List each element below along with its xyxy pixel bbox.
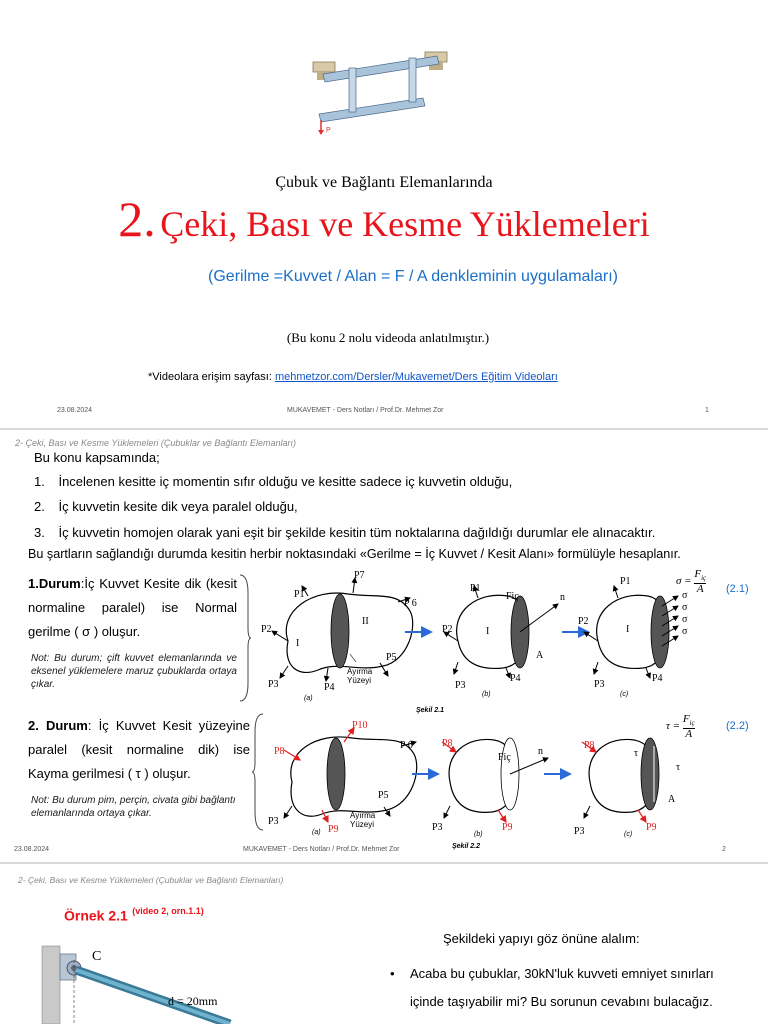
svg-text:P2: P2	[442, 624, 453, 635]
access-line	[148, 371, 558, 383]
body-b	[444, 586, 558, 678]
case1-brace	[238, 573, 252, 703]
svg-text:σ: σ	[682, 590, 688, 601]
footer-center: MUKAVEMET - Ders Notları / Prof.Dr. Mehmet Zor	[243, 846, 400, 853]
footer-date: 23.08.2024	[14, 846, 50, 853]
svg-text:Ayırma: Ayırma	[347, 667, 373, 676]
example-figure	[40, 940, 240, 1024]
svg-text:Yüzeyi: Yüzeyi	[347, 676, 372, 685]
svg-text:P3: P3	[268, 679, 279, 690]
page2-header: 2- Çeki, Bası ve Kesme Yüklemeleri (Çubuklar ve Bağlantı Elemanları)	[15, 438, 296, 448]
page-separator	[0, 862, 768, 864]
svg-text:I: I	[486, 626, 490, 637]
svg-text:I: I	[296, 638, 300, 649]
load-label: P	[326, 127, 331, 134]
footer-page: 2	[722, 846, 726, 853]
svg-text:P7: P7	[354, 570, 365, 581]
svg-text:P2: P2	[578, 616, 589, 627]
figure-label-d: d = 20mm	[168, 994, 218, 1008]
chapter-number: 2.	[118, 191, 156, 247]
svg-text:P2: P2	[261, 624, 272, 635]
svg-text:P3: P3	[574, 826, 585, 837]
page1-title	[0, 190, 768, 248]
svg-text:P3: P3	[594, 679, 605, 690]
bullet-text: Acaba bu çubuklar, 30kN'luk kuvveti emniyet sınırları içinde taşıyabilir mi? Bu sorunun cevabını bulacağız.	[410, 966, 714, 1009]
svg-text:P4: P4	[324, 682, 335, 693]
example-ref: (video 2, orn.1.1)	[132, 906, 204, 916]
svg-text:Fiç: Fiç	[506, 591, 519, 602]
fig-2-1-caption: Şekil 2.1	[416, 707, 445, 714]
list-item: 2. İç kuvvetin kesite dik veya paralel olduğu,	[34, 499, 298, 514]
eq-num-2-1: (2.1)	[726, 583, 749, 595]
svg-text:τ: τ	[634, 748, 639, 759]
svg-text:P4: P4	[510, 673, 521, 684]
svg-text:Fiç: Fiç	[498, 752, 511, 763]
chapter-title: Çeki, Bası ve Kesme Yüklemeleri	[160, 204, 650, 244]
svg-text:Ayırma: Ayırma	[350, 811, 376, 820]
svg-text:Yüzeyi: Yüzeyi	[350, 820, 375, 829]
case1-head: 1.Durum	[28, 576, 81, 591]
svg-text:P5: P5	[386, 652, 397, 663]
footer-center: MUKAVEMET - Ders Notları / Prof.Dr. Mehmet Zor	[287, 407, 444, 414]
svg-text:(b): (b)	[474, 831, 483, 838]
case2-text	[28, 714, 250, 786]
svg-text:A: A	[668, 794, 676, 805]
figure-label-c: C	[92, 949, 102, 964]
svg-text:(a): (a)	[304, 695, 313, 702]
svg-text:σ: σ	[682, 626, 688, 637]
footer-date: 23.08.2024	[57, 407, 93, 414]
access-label: *Videolara erişim sayfası:	[148, 371, 272, 383]
svg-text:A: A	[536, 650, 544, 661]
case1-body: :İç Kuvvet Kesite dik (kesit normaline paralel) ise Normal gerilme ( σ ) oluşur.	[28, 576, 237, 639]
svg-text:P 6: P 6	[400, 740, 413, 751]
svg-text:P3: P3	[432, 822, 443, 833]
linkage-figure	[305, 40, 455, 140]
svg-text:P1: P1	[620, 576, 631, 587]
formula-note: (Gerilme =Kuvvet / Alan = F / A denkleminin uygulamaları)	[208, 268, 618, 285]
formula-2-1: σ = $F_{iç}$ A	[676, 568, 707, 596]
left-link	[349, 68, 356, 112]
svg-text:P1: P1	[470, 583, 481, 594]
fig-2-2-caption: Şekil 2.2	[452, 843, 481, 850]
svg-text:P3: P3	[455, 680, 466, 691]
svg-text:n: n	[538, 746, 543, 757]
page1-subtitle: Çubuk ve Bağlantı Elemanlarında	[275, 174, 493, 191]
svg-text:I: I	[626, 624, 630, 635]
video-note: (Bu konu 2 nolu videoda anlatılmıştır.)	[286, 330, 490, 345]
svg-text:σ: σ	[682, 602, 688, 613]
svg-text:P 6: P 6	[404, 598, 417, 609]
example-title	[64, 906, 204, 925]
upper-bar	[323, 56, 439, 82]
svg-text:n: n	[560, 592, 565, 603]
bullet-icon: •	[390, 966, 395, 981]
svg-text:(c): (c)	[620, 691, 629, 698]
list-item: 3. İç kuvvetin homojen olarak yani eşit bir şekilde kesitin tüm noktalarına dağıldığı durumlar ele alınacaktır.	[34, 525, 656, 540]
svg-text:P8: P8	[442, 738, 453, 749]
page3-header: 2- Çeki, Bası ve Kesme Yüklemeleri (Çubuklar ve Bağlantı Elemanları)	[18, 875, 284, 885]
svg-text:P8: P8	[584, 740, 595, 751]
svg-text:P9: P9	[502, 822, 513, 833]
example-label: Örnek 2.1	[64, 907, 128, 924]
svg-text:P10: P10	[352, 720, 368, 731]
svg-text:τ: τ	[676, 762, 681, 773]
case2-head: 2. Durum	[28, 718, 88, 733]
condition-text: Bu şartların sağlandığı durumda kesitin herbir noktasındaki «Gerilme = İç Kuvvet / Kesit Alanı» formülüyle hesaplanır.	[28, 547, 681, 561]
page2-intro: Bu konu kapsamında;	[34, 450, 160, 465]
svg-text:P9: P9	[646, 822, 657, 833]
formula-2-2: τ = $F_{iç}$ A	[666, 713, 695, 741]
body-c	[584, 586, 678, 678]
svg-text:P1: P1	[294, 589, 305, 600]
eq-num-2-2: (2.2)	[726, 720, 749, 732]
svg-text:P5: P5	[378, 790, 389, 801]
svg-text:P3: P3	[268, 816, 279, 827]
svg-text:P4: P4	[652, 673, 663, 684]
svg-text:II: II	[362, 616, 369, 627]
access-link[interactable]: mehmetzor.com/Dersler/Mukavemet/Ders Eğitim Videoları	[274, 371, 558, 383]
example-bullet	[390, 960, 750, 1016]
right-link	[409, 58, 416, 102]
svg-text:P9: P9	[328, 824, 339, 835]
example-lead: Şekildeki yapıyı göz önüne alalım:	[443, 931, 640, 946]
footer-page: 1	[705, 407, 709, 414]
svg-text:(c): (c)	[624, 831, 633, 838]
case2-note: Not: Bu durum pim, perçin, civata gibi bağlantı elemanlarında ortaya çıkar.	[31, 795, 236, 819]
case1-note: Not: Bu durum; çift kuvvet elemanlarında ve eksenel yüklemelere maruz çubuklarda ortaya çıkar.	[31, 653, 237, 690]
case2-body: : İç Kuvvet Kesit yüzeyine paralel (kesit normaline dik) ise Kayma gerilmesi ( τ ) oluşur.	[28, 718, 251, 781]
svg-text:(b): (b)	[482, 691, 491, 698]
case1-text	[28, 572, 237, 644]
page-separator	[0, 428, 768, 430]
svg-text:(a): (a)	[312, 829, 321, 836]
list-item: 1. İncelenen kesitte iç momentin sıfır olduğu ve kesitte sadece iç kuvvetin olduğu,	[34, 474, 513, 489]
svg-text:σ: σ	[682, 614, 688, 625]
svg-text:P8: P8	[274, 746, 285, 757]
